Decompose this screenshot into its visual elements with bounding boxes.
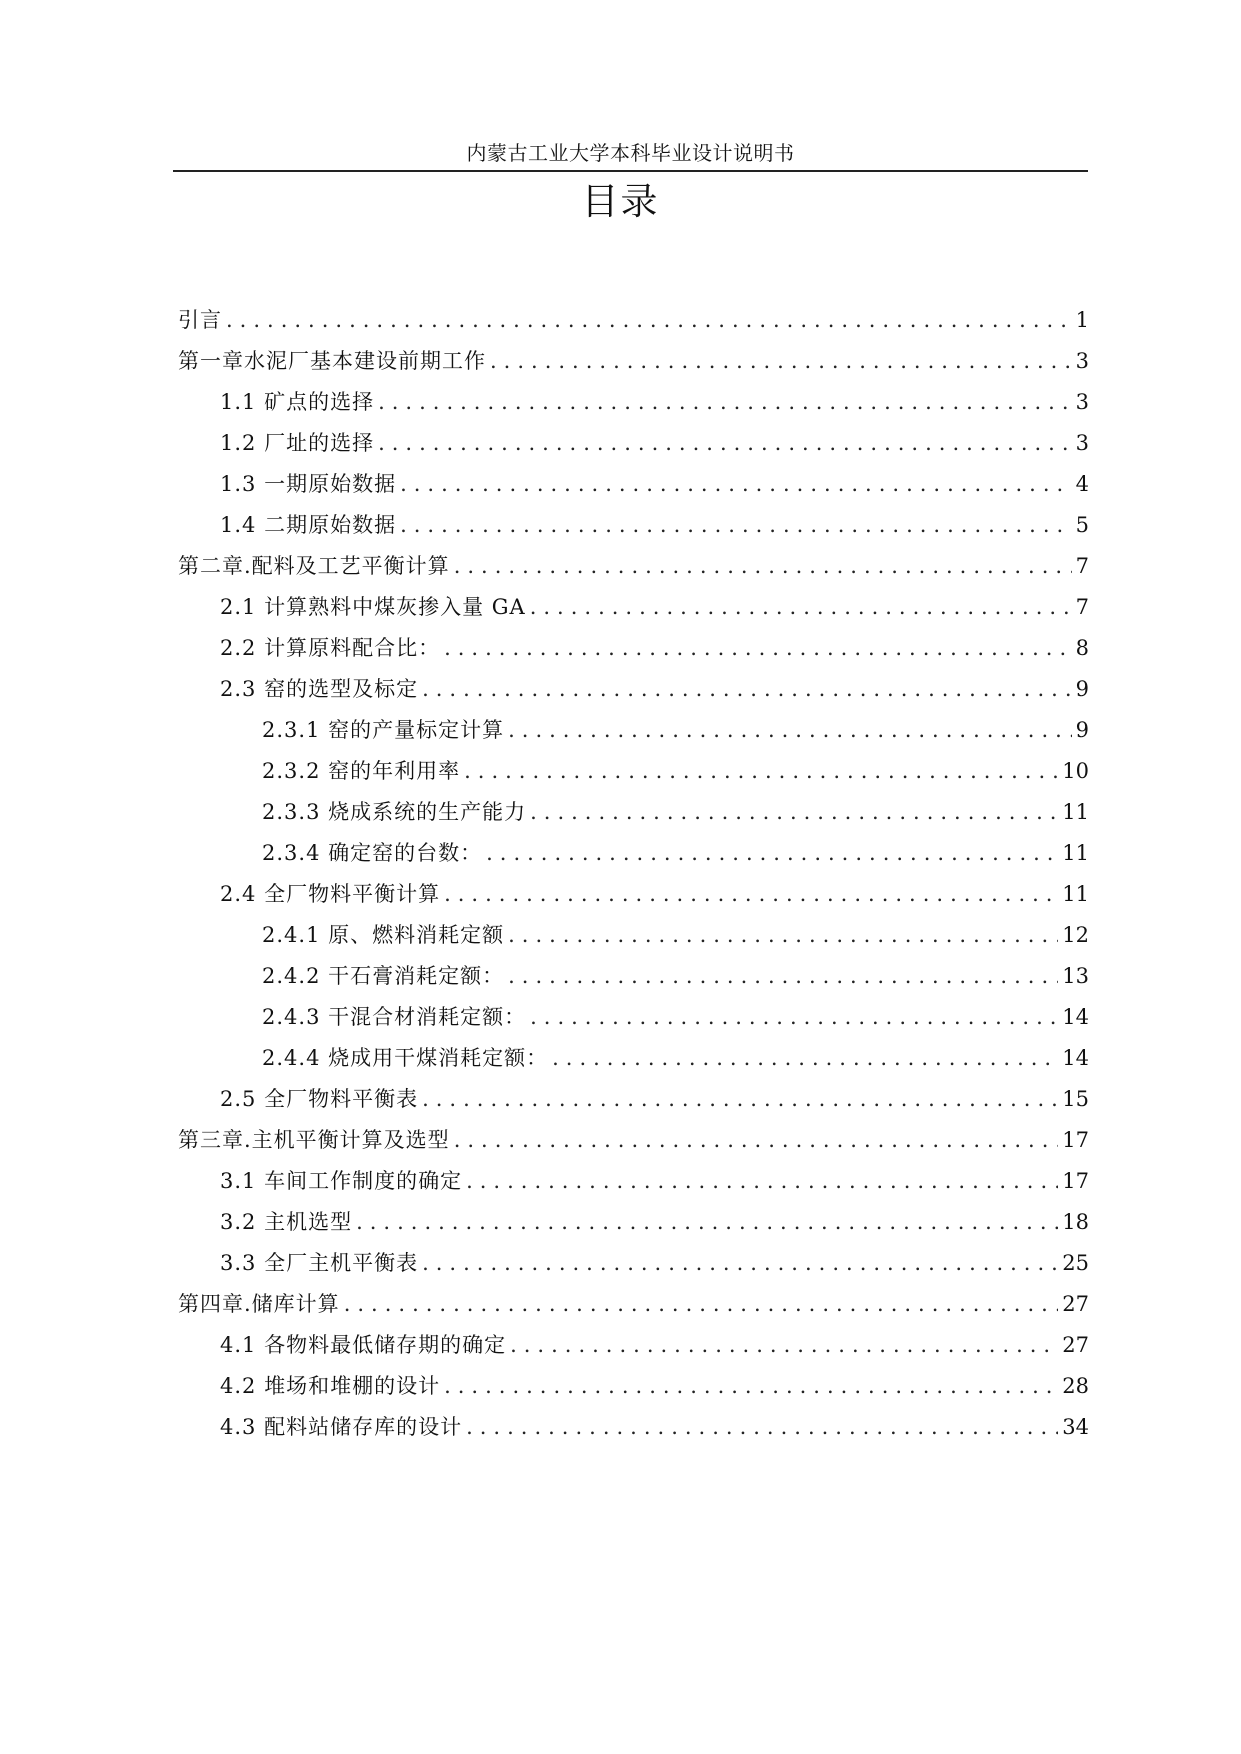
toc-dot-leader [378, 423, 1072, 463]
page-title: 目录 [581, 180, 660, 223]
toc-entry-page-number: 27 [1062, 1333, 1089, 1357]
toc-dot-leader [226, 300, 1072, 340]
toc-entry[interactable] [220, 1243, 1089, 1283]
toc-entry-label: 4.2 堆场和堆棚的设计 [220, 1374, 441, 1398]
toc-entry-label: 2.4.1 原、燃料消耗定额 [262, 923, 505, 947]
toc-entry[interactable] [178, 341, 1089, 381]
toc-entry-page-number: 11 [1062, 882, 1089, 906]
page-header: 内蒙古工业大学本科毕业设计说明书 [173, 136, 1088, 172]
toc-entry-page-number: 9 [1075, 677, 1089, 701]
toc-dot-leader [422, 1243, 1058, 1283]
toc-dot-leader [422, 669, 1072, 709]
toc-entry[interactable] [220, 464, 1089, 504]
toc-entry-page-number: 1 [1075, 308, 1089, 332]
toc-entry[interactable] [178, 1120, 1089, 1160]
toc-entry-label: 3.3 全厂主机平衡表 [220, 1251, 419, 1275]
toc-entry-page-number: 18 [1062, 1210, 1089, 1234]
toc-dot-leader [344, 1284, 1059, 1324]
toc-entry[interactable] [220, 1161, 1089, 1201]
toc-dot-leader [400, 505, 1072, 545]
toc-dot-leader [510, 1325, 1058, 1365]
toc-entry[interactable] [262, 833, 1089, 873]
toc-entry-label: 第一章水泥厂基本建设前期工作 [178, 349, 486, 373]
toc-entry-page-number: 3 [1075, 431, 1089, 455]
toc-entry[interactable] [220, 874, 1089, 914]
toc-dot-leader [530, 792, 1058, 832]
toc-entry[interactable] [262, 1038, 1089, 1078]
toc-dot-leader [508, 710, 1072, 750]
toc-entry-label: 2.3.2 窑的年利用率 [262, 759, 461, 783]
toc-entry[interactable] [220, 1407, 1089, 1447]
toc-entry-label: 2.4.2 干石膏消耗定额： [262, 964, 505, 988]
toc-entry[interactable] [220, 669, 1089, 709]
toc-entry-page-number: 25 [1062, 1251, 1089, 1275]
toc-entry-page-number: 7 [1075, 595, 1089, 619]
toc-entry[interactable] [178, 546, 1089, 586]
toc-entry-label: 2.4.3 干混合材消耗定额： [262, 1005, 527, 1029]
toc-entry-label: 2.3.3 烧成系统的生产能力 [262, 800, 527, 824]
toc-dot-leader [454, 1120, 1059, 1160]
toc-entry[interactable] [220, 382, 1089, 422]
toc-dot-leader [508, 915, 1058, 955]
toc-entry-label: 1.4 二期原始数据 [220, 513, 397, 537]
toc-entry-page-number: 11 [1062, 800, 1089, 824]
toc-entry-label: 2.3 窑的选型及标定 [220, 677, 419, 701]
toc-entry-page-number: 14 [1062, 1005, 1089, 1029]
toc-dot-leader [444, 874, 1058, 914]
toc-dot-leader [552, 1038, 1058, 1078]
toc-entry-label: 3.2 主机选型 [220, 1210, 353, 1234]
toc-entry-label: 2.3.4 确定窑的台数： [262, 841, 483, 865]
toc-entry-label: 引言 [178, 308, 222, 332]
toc-entry-page-number: 7 [1075, 554, 1089, 578]
toc-entry-label: 1.2 厂址的选择 [220, 431, 375, 455]
toc-entry-page-number: 28 [1062, 1374, 1089, 1398]
toc-entry-page-number: 4 [1075, 472, 1089, 496]
toc-entry[interactable] [220, 1202, 1089, 1242]
toc-entry[interactable] [220, 505, 1089, 545]
toc-entry[interactable] [220, 1366, 1089, 1406]
toc-entry-label: 2.2 计算原料配合比： [220, 636, 441, 660]
toc-entry-page-number: 11 [1062, 841, 1089, 865]
toc-entry-page-number: 10 [1062, 759, 1089, 783]
toc-entry-page-number: 15 [1062, 1087, 1089, 1111]
toc-entry-page-number: 13 [1062, 964, 1089, 988]
toc-entry-page-number: 9 [1075, 718, 1089, 742]
toc-entry-page-number: 14 [1062, 1046, 1089, 1070]
toc-entry[interactable] [220, 628, 1089, 668]
toc-entry-label: 1.3 一期原始数据 [220, 472, 397, 496]
toc-dot-leader [356, 1202, 1058, 1242]
toc-entry[interactable] [178, 1284, 1089, 1324]
toc-entry-label: 2.5 全厂物料平衡表 [220, 1087, 419, 1111]
toc-dot-leader [422, 1079, 1058, 1119]
toc-dot-leader [444, 628, 1072, 668]
toc-entry-label: 第二章.配料及工艺平衡计算 [178, 554, 450, 578]
toc-entry-label: 4.3 配料站储存库的设计 [220, 1415, 463, 1439]
toc-entry[interactable] [220, 1079, 1089, 1119]
toc-entry[interactable] [220, 587, 1089, 627]
toc-entry[interactable] [220, 1325, 1089, 1365]
toc-entry-page-number: 12 [1062, 923, 1089, 947]
toc-dot-leader [466, 1161, 1058, 1201]
toc-entry[interactable] [220, 423, 1089, 463]
toc-entry-page-number: 34 [1062, 1415, 1089, 1439]
toc-entry-page-number: 3 [1075, 349, 1089, 373]
toc-dot-leader [444, 1366, 1058, 1406]
toc-entry-label: 2.4 全厂物料平衡计算 [220, 882, 441, 906]
toc-entry-label: 3.1 车间工作制度的确定 [220, 1169, 463, 1193]
toc-entry-label: 2.1 计算熟料中煤灰掺入量 GA [220, 595, 526, 619]
toc-entry-label: 4.1 各物料最低储存期的确定 [220, 1333, 507, 1357]
toc-dot-leader [454, 546, 1072, 586]
toc-dot-leader [508, 956, 1058, 996]
toc-dot-leader [466, 1407, 1058, 1447]
toc-dot-leader [464, 751, 1058, 791]
toc-dot-leader [530, 997, 1058, 1037]
toc-entry[interactable] [262, 710, 1089, 750]
toc-dot-leader [400, 464, 1072, 504]
toc-entry-label: 第三章.主机平衡计算及选型 [178, 1128, 450, 1152]
toc-entry[interactable] [262, 915, 1089, 955]
toc-entry-page-number: 5 [1075, 513, 1089, 537]
toc-entry-page-number: 27 [1062, 1292, 1089, 1316]
toc-dot-leader [486, 833, 1058, 873]
toc-entry-label: 2.4.4 烧成用干煤消耗定额： [262, 1046, 549, 1070]
toc-entry[interactable] [178, 300, 1089, 340]
toc-dot-leader [378, 382, 1072, 422]
toc-entry-page-number: 8 [1075, 636, 1089, 660]
toc-entry-page-number: 17 [1062, 1128, 1089, 1152]
toc-entry[interactable] [262, 956, 1089, 996]
toc-entry[interactable] [262, 792, 1089, 832]
toc-entry-label: 1.1 矿点的选择 [220, 390, 375, 414]
toc-dot-leader [530, 587, 1072, 627]
toc-entry[interactable] [262, 751, 1089, 791]
toc-entry-label: 2.3.1 窑的产量标定计算 [262, 718, 505, 742]
toc-entry[interactable] [262, 997, 1089, 1037]
toc-entry-label: 第四章.储库计算 [178, 1292, 340, 1316]
toc-dot-leader [490, 341, 1072, 381]
toc-entry-page-number: 17 [1062, 1169, 1089, 1193]
toc-entry-page-number: 3 [1075, 390, 1089, 414]
